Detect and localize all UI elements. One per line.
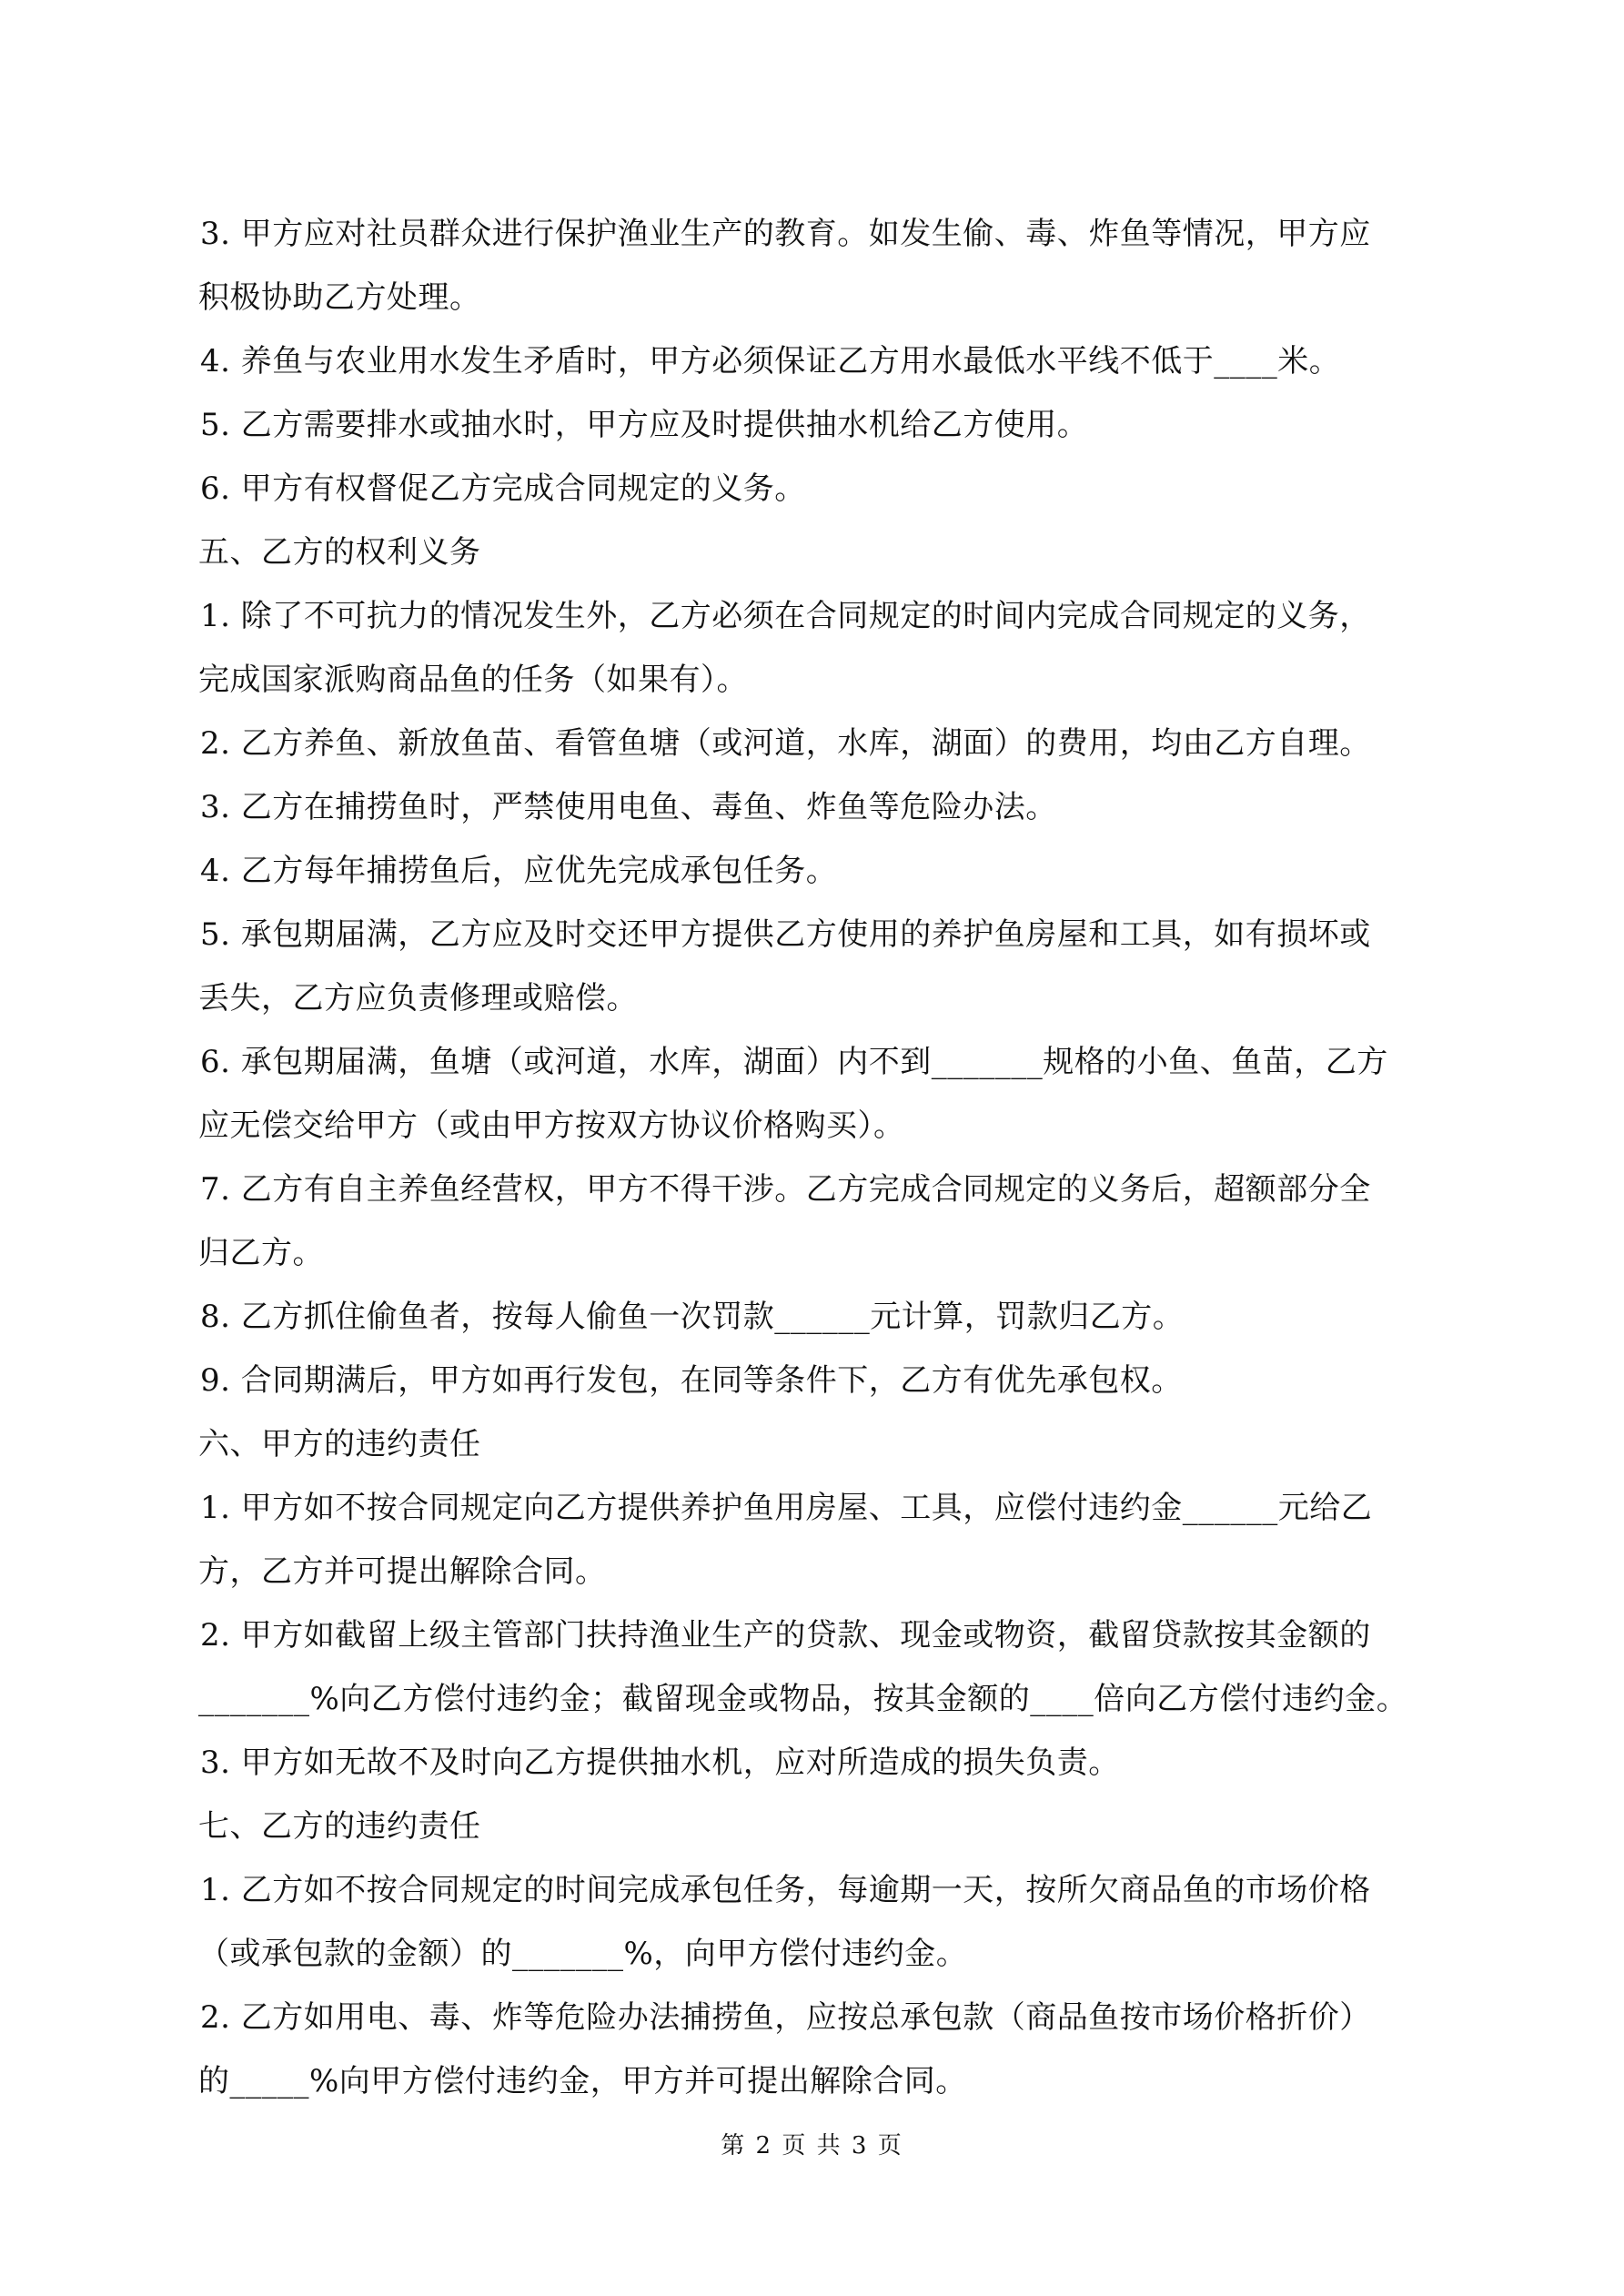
section-heading: 六、甲方的违约责任 — [198, 1426, 481, 1462]
section-heading: 七、乙方的违约责任 — [198, 1808, 481, 1845]
text-line: 完成国家派购商品鱼的任务（如果有）。 — [198, 662, 748, 698]
text-line: 7. 乙方有自主养鱼经营权，甲方不得干涉。乙方完成合同规定的义务后，超额部分全 — [200, 1171, 1371, 1208]
text-line: 6. 甲方有权督促乙方完成合同规定的义务。 — [200, 470, 806, 507]
text-line: 3. 乙方在捕捞鱼时，严禁使用电鱼、毒鱼、炸鱼等危险办法。 — [200, 789, 1057, 825]
page-number-footer: 第 2 页 共 3 页 — [721, 2132, 903, 2159]
text-line: 5. 乙方需要排水或抽水时，甲方应及时提供抽水机给乙方使用。 — [200, 407, 1089, 443]
document-body — [198, 202, 1445, 2113]
text-line: 3. 甲方应对社员群众进行保护渔业生产的教育。如发生偷、毒、炸鱼等情况，甲方应 — [200, 216, 1371, 252]
text-line: 2. 甲方如截留上级主管部门扶持渔业生产的贷款、现金或物资，截留贷款按其金额的 — [200, 1617, 1371, 1654]
text-line: 方，乙方并可提出解除合同。 — [198, 1553, 607, 1590]
text-line: 4. 乙方每年捕捞鱼后，应优先完成承包任务。 — [200, 853, 838, 889]
text-line: 1. 甲方如不按合同规定向乙方提供养护鱼用房屋、工具，应偿付违约金______元给乙 — [200, 1490, 1373, 1526]
text-line: 2. 乙方如用电、毒、炸等危险办法捕捞鱼，应按总承包款（商品鱼按市场价格折价） — [200, 1999, 1371, 2036]
text-line: 丢失，乙方应负责修理或赔偿。 — [198, 980, 638, 1017]
text-line: 积极协助乙方处理。 — [198, 279, 481, 316]
text-line: 5. 承包期届满，乙方应及时交还甲方提供乙方使用的养护鱼房屋和工具，如有损坏或 — [200, 916, 1371, 953]
section-heading: 五、乙方的权利义务 — [198, 534, 481, 571]
text-line: 归乙方。 — [198, 1235, 324, 1271]
text-line: 4. 养鱼与农业用水发生矛盾时，甲方必须保证乙方用水最低水平线不低于____米。 — [200, 343, 1341, 379]
text-line: 1. 乙方如不按合同规定的时间完成承包任务，每逾期一天，按所欠商品鱼的市场价格 — [200, 1872, 1371, 1908]
text-line: 3. 甲方如无故不及时向乙方提供抽水机，应对所造成的损失负责。 — [200, 1745, 1120, 1781]
text-line: 的_____%向甲方偿付违约金，甲方并可提出解除合同。 — [198, 2063, 967, 2099]
text-line: 9. 合同期满后，甲方如再行发包，在同等条件下，乙方有优先承包权。 — [200, 1362, 1183, 1399]
text-line: 1. 除了不可抗力的情况发生外，乙方必须在合同规定的时间内完成合同规定的义务， — [200, 598, 1371, 634]
text-line: 8. 乙方抓住偷鱼者，按每人偷鱼一次罚款______元计算，罚款归乙方。 — [200, 1299, 1185, 1335]
text-line: 应无偿交给甲方（或由甲方按双方协议价格购买）。 — [198, 1108, 905, 1144]
text-line: 2. 乙方养鱼、新放鱼苗、看管鱼塘（或河道，水库，湖面）的费用，均由乙方自理。 — [200, 725, 1371, 762]
text-line: 6. 承包期届满，鱼塘（或河道，水库，湖面）内不到_______规格的小鱼、鱼苗，乙方 — [200, 1044, 1388, 1080]
text-line: _______%向乙方偿付违约金；截留现金或物品，按其金额的____倍向乙方偿付违约金。 — [198, 1681, 1408, 1717]
text-line: （或承包款的金额）的_______%，向甲方偿付违约金。 — [198, 1936, 968, 1972]
